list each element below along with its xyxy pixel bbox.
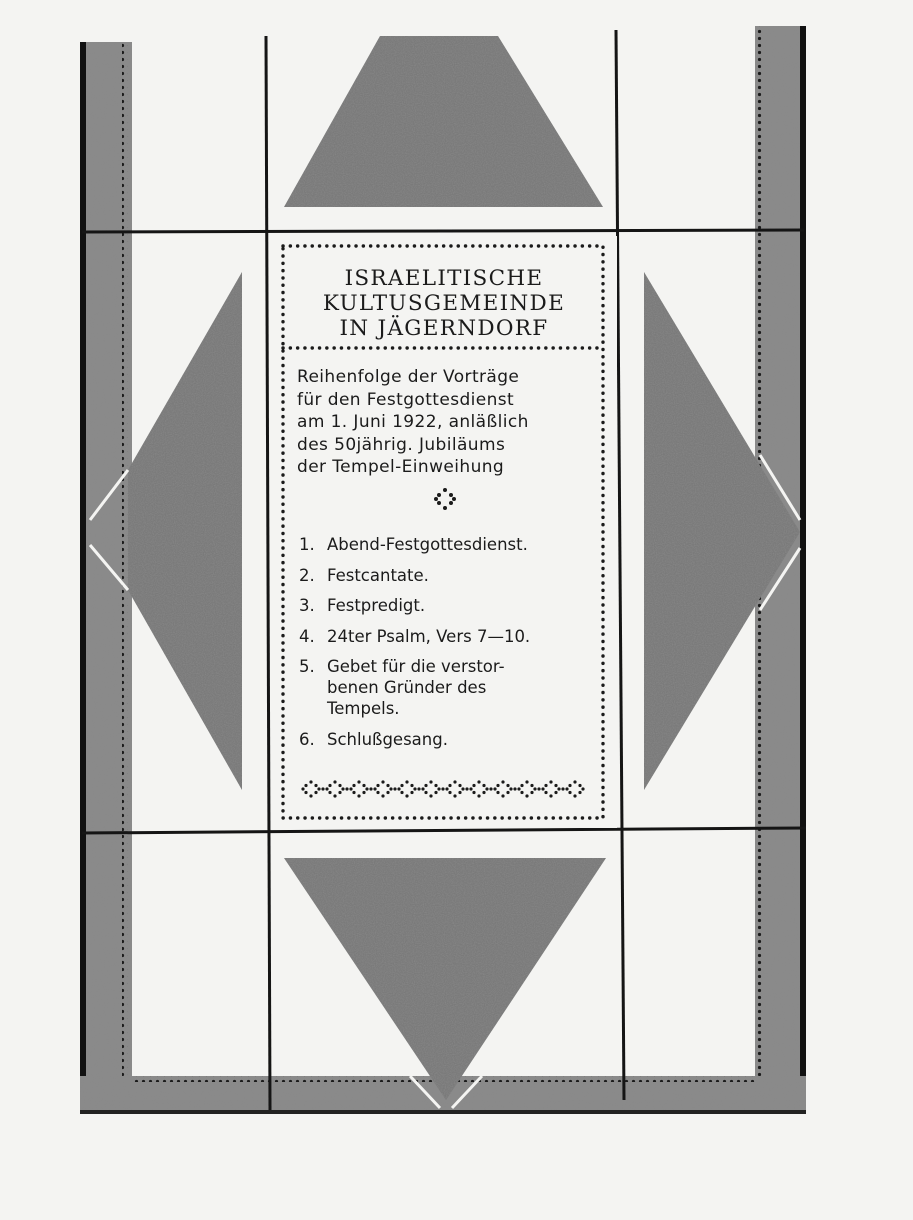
event-description [297, 366, 597, 479]
left-border-band [80, 42, 132, 1114]
list-item: 6. Schlußgesang. [299, 729, 448, 749]
list-item: 1. Abend-Festgottesdienst. [299, 535, 528, 554]
intro-line-2: für den Festgottesdienst [297, 389, 515, 410]
title-line-2: KULTUSGEMEINDE [322, 291, 566, 316]
intro-line-1: Reihenfolge der Vorträge [297, 367, 520, 387]
list-item: 3. Festpredigt. [299, 596, 426, 615]
congregation-title [285, 250, 603, 346]
ornamental-border-icon [301, 778, 591, 800]
program-panel [275, 238, 615, 826]
intro-line-3: am 1. Juni 1922, anläßlich [297, 412, 529, 432]
diamond-ornament-icon [433, 487, 457, 511]
list-item: 4. 24ter Psalm, Vers 7—10. [299, 626, 531, 646]
title-line-1: ISRAELITISCHE [344, 266, 544, 291]
list-item: 5. Gebet für die verstor- benen Gründer des Tempels. [299, 657, 505, 718]
intro-line-5: der Tempel-Einweihung [297, 457, 505, 477]
title-line-3: IN JÄGERNDORF [339, 316, 549, 341]
list-item: 2. Festcantate. [299, 565, 429, 585]
intro-line-4: des 50jährig. Jubiläums [297, 434, 506, 455]
program-list [299, 534, 599, 759]
